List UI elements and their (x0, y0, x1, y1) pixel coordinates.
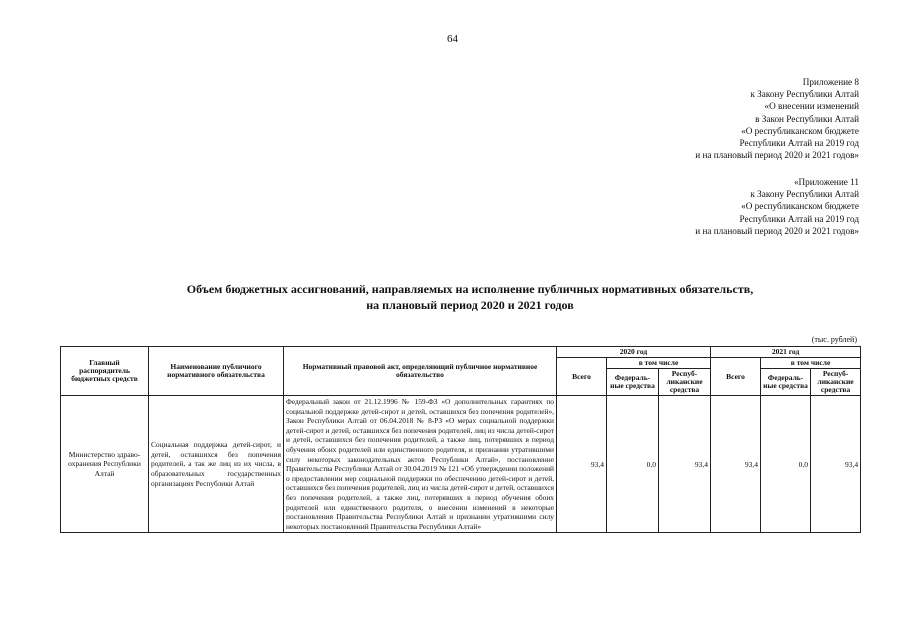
cell-obligation: Социальная поддержка детей-сирот, и детей, оставшихся без попечения родителей, а так же лиц из их числа, в образовательных государственных организациях Республики Алтай (149, 396, 284, 533)
header-total-2021: Всего (711, 358, 761, 396)
appendix-line: и на плановый период 2020 и 2021 годов» (695, 225, 859, 236)
appendix-line: «Приложение 11 (793, 177, 859, 187)
appendix-11-caption (695, 176, 859, 237)
document-title (60, 281, 880, 313)
document-title-line-2: на плановый период 2020 и 2021 годов (366, 298, 574, 312)
cell-act: Федеральный закон от 21.12.1996 № 159-ФЗ «О дополнительных гарантиях по социальной поддержке детей-сирот и детей, оставшихся без попечения родителей», Закон Республики Алтай от 06.04.2018 № 8-РЗ «О мерах социальной поддержки детей-сирот и детей, оставшихся без попечения родителей, лиц из числа детей-сирот и детей, оставшихся без попечения родителей, а также лиц, потерявших в период обучения обоих родителей или единственного родителя, и признании утратившими силу некоторых законодательных актов Республики Алтай», постановление Правительства Республики Алтай от 30.04.2019 № 121 «Об утверждении положений о предоставлении мер социальной поддержки по обеспечению детей-сирот и детей, оставшихся без попечения родителей, лиц из числа детей-сирот и детей, оставшихся без попечения родителей, а также лиц, потерявших в период обучения обоих родителей или единственного родителя, о внесении изменений в некоторые постановления Правительства Республики Алтай и признании утратившими силу некоторых постановлений Правительства Республики Алтай» (284, 396, 557, 533)
cell-republic-2020: 93,4 (659, 396, 711, 533)
appendix-line: Республики Алтай на 2019 год (739, 138, 859, 149)
appendix-line: «О республиканском бюджете (741, 125, 859, 136)
header-total-2020: Всего (557, 358, 607, 396)
header-federal-2020: Федераль-ные средства (607, 369, 659, 396)
page-number: 64 (447, 33, 458, 45)
appendix-8-caption (695, 76, 859, 161)
appendix-line: к Закону Республики Алтай (750, 89, 859, 100)
appendix-line: Приложение 8 (802, 77, 859, 87)
cell-republic-2021: 93,4 (811, 396, 861, 533)
appendix-line: Республики Алтай на 2019 год (739, 213, 859, 224)
header-year-2021: 2021 год (711, 347, 861, 358)
budget-table (60, 346, 861, 533)
header-republic-2020: Респуб-ликанские средства (659, 369, 711, 396)
appendix-line: к Закону Республики Алтай (750, 189, 859, 200)
header-year-2020: 2020 год (557, 347, 711, 358)
header-manager: Главный распорядитель бюджетных средств (61, 347, 149, 396)
table-row (61, 396, 861, 533)
header-including-2021: в том числе (761, 358, 861, 369)
cell-total-2020: 93,4 (557, 396, 607, 533)
cell-federal-2021: 0,0 (761, 396, 811, 533)
appendix-line: и на плановый период 2020 и 2021 годов» (695, 150, 859, 161)
appendix-line: в Закон Республики Алтай (755, 113, 859, 124)
cell-manager: Министерство здраво-охранения Республики Алтай (61, 396, 149, 533)
appendix-line: «О республиканском бюджете (741, 201, 859, 212)
document-title-line-1: Объем бюджетных ассигнований, направляемых на исполнение публичных нормативных обязательств, (186, 282, 754, 296)
units-note: (тыс. рублей) (811, 335, 857, 344)
header-including-2020: в том числе (607, 358, 711, 369)
appendix-line: «О внесении изменений (764, 101, 859, 112)
cell-total-2021: 93,4 (711, 396, 761, 533)
cell-federal-2020: 0,0 (607, 396, 659, 533)
header-federal-2021: Федераль-ные средства (761, 369, 811, 396)
header-act: Нормативный правовой акт, определяющий публичное нормативное обязательство (284, 347, 557, 396)
header-obligation: Наименование публичного нормативного обязательства (149, 347, 284, 396)
header-republic-2021: Респуб-ликанские средства (811, 369, 861, 396)
